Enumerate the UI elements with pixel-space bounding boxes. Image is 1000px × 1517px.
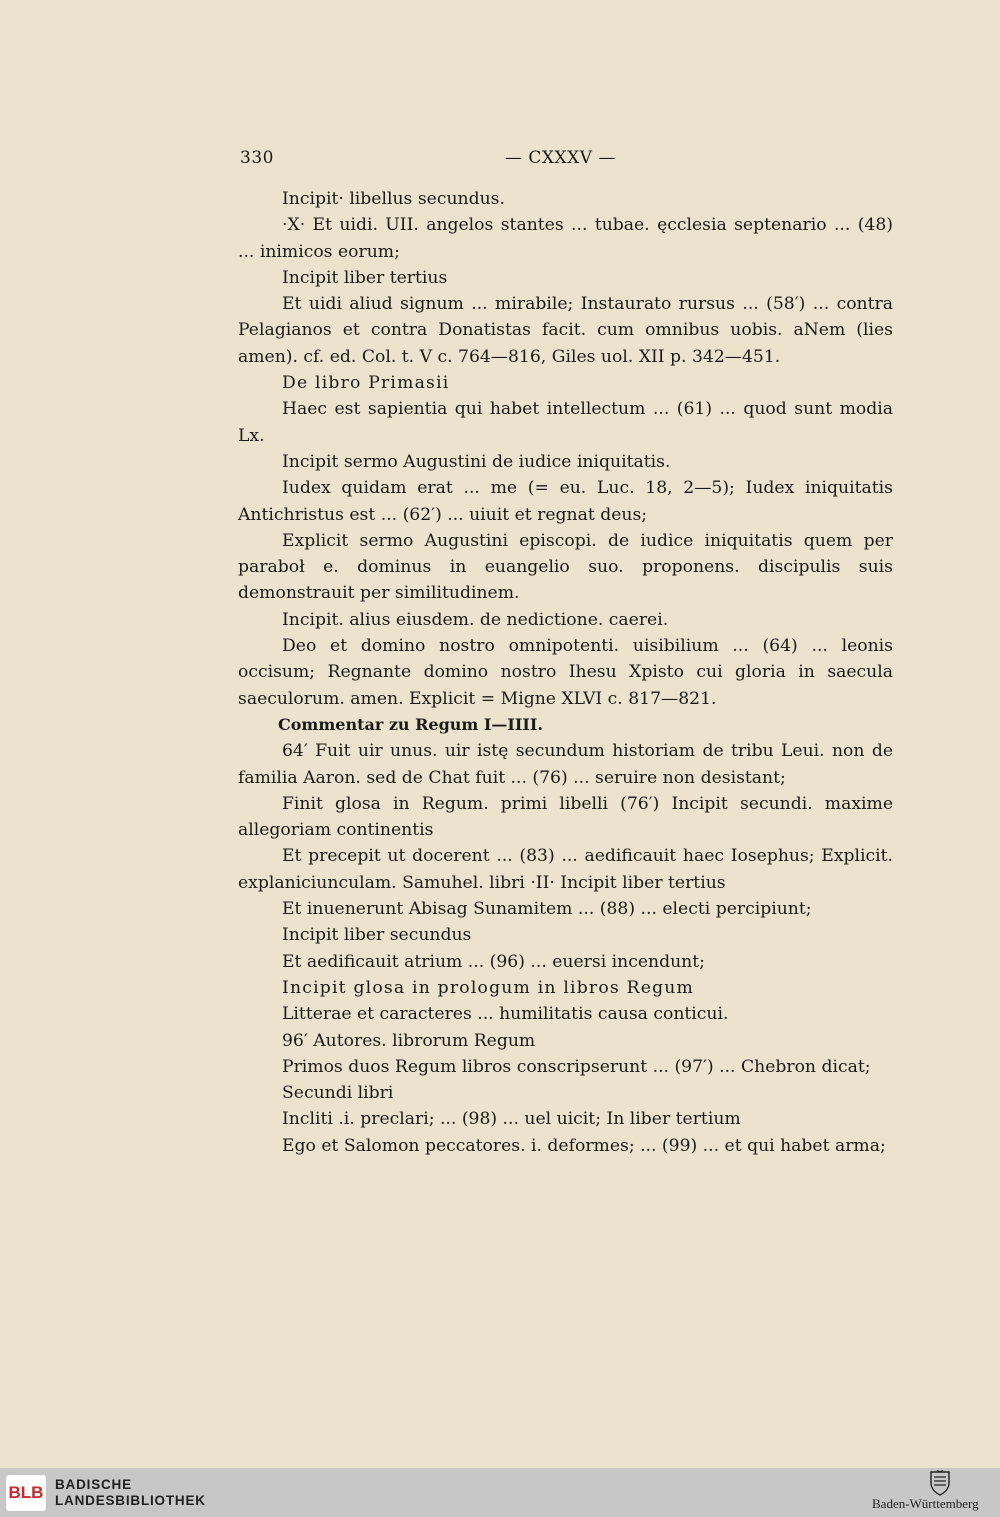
- running-title: — CXXXV —: [505, 148, 616, 168]
- paragraph: Ego et Salomon peccatores. i. deformes; ... (99) ... et qui habet arma;: [282, 1135, 886, 1156]
- paragraph: 64′ Fuit uir unus. uir istę secundum historiam de tribu Leui. non de familia Aaron. sed de Chat fuit ... (76) ... seruire non desistant;: [238, 741, 893, 788]
- paragraph: 96′ Autores. librorum Regum: [282, 1030, 536, 1051]
- paragraph: Explicit sermo Augustini episcopi. de iudice iniquitatis quem per paraboł e. dominus in euangelio suo. proponens. discipulis suis demonstrauit per similitudinem.: [238, 530, 893, 604]
- library-name: [55, 1477, 206, 1509]
- paragraph: Incliti .i. preclari; ... (98) ... uel uicit; In liber tertium: [282, 1109, 741, 1130]
- paragraph: Incipit· libellus secundus.: [282, 189, 505, 209]
- state-name: Baden-Württemberg: [872, 1496, 979, 1511]
- paragraph: Incipit glosa in prologum in libros Regum: [282, 977, 695, 998]
- paragraph: Haec est sapientia qui habet intellectum ... (61) ... quod sunt modia Lx.: [238, 399, 893, 446]
- paragraph: Primos duos Regum libros conscripserunt ... (97′) ... Chebron dicat;: [282, 1056, 871, 1077]
- library-name-line1: BADISCHE: [55, 1477, 132, 1492]
- paragraph: Incipit sermo Augustini de iudice iniquitatis.: [282, 451, 671, 472]
- paragraph: Et precepit ut docerent ... (83) ... aedificauit haec Iosephus; Explicit. explaniciunculam. Samuhel. libri ·II· Incipit liber tertius: [238, 846, 893, 893]
- paragraph: Incipit liber secundus: [282, 925, 472, 946]
- paragraph: Finit glosa in Regum. primi libelli (76′) Incipit secundi. maxime allegoriam continentis: [238, 793, 893, 841]
- paragraph: Iudex quidam erat ... me (= eu. Luc. 18, 2—5); Iudex iniquitatis Antichristus est ... (62′) ... uiuit et regnat deus;: [238, 478, 893, 525]
- paragraph: Incipit. alius eiusdem. de nedictione. caerei.: [282, 609, 669, 630]
- section-heading: Commentar zu Regum I—IIII.: [278, 714, 543, 734]
- paragraph: De libro Primasii: [282, 373, 450, 394]
- paragraph: Incipit liber tertius: [282, 267, 448, 288]
- coat-of-arms-icon: [928, 1470, 952, 1496]
- footer-bar: [0, 1468, 1000, 1517]
- paragraph: Litterae et caracteres ... humilitatis causa conticui.: [282, 1004, 729, 1025]
- paragraph: Et inuenerunt Abisag Sunamitem ... (88) ... electi percipiunt;: [282, 899, 812, 920]
- paragraph: Et uidi aliud signum ... mirabile; Instaurato rursus ... (58′) ... contra Pelagianos et contra Donatistas facit. cum omnibus uobis. aNem (lies amen). cf. ed. Col. t. V c. 764—816, Giles uol. XII p. 342—451.: [238, 294, 893, 367]
- blb-logo[interactable]: BLB: [6, 1475, 46, 1511]
- page-number: 330: [240, 148, 274, 168]
- paragraph: Et aedificauit atrium ... (96) ... euersi incendunt;: [282, 951, 705, 972]
- running-head: [240, 148, 895, 174]
- library-name-line2: LANDESBIBLIOTHEK: [55, 1493, 206, 1508]
- paragraph: ·X· Et uidi. UII. angelos stantes ... tubae. ęcclesia septenario ... (48) ... inimicos eorum;: [238, 215, 893, 262]
- paragraph: Deo et domino nostro omnipotenti. uisibilium ... (64) ... leonis occisum; Regnante domino nostro Ihesu Xpisto cui gloria in saecula saeculorum. amen. Explicit = Migne XLVI c. 817—821.: [238, 636, 893, 709]
- body-text: [238, 186, 893, 1159]
- paragraph: Secundi libri: [282, 1083, 394, 1104]
